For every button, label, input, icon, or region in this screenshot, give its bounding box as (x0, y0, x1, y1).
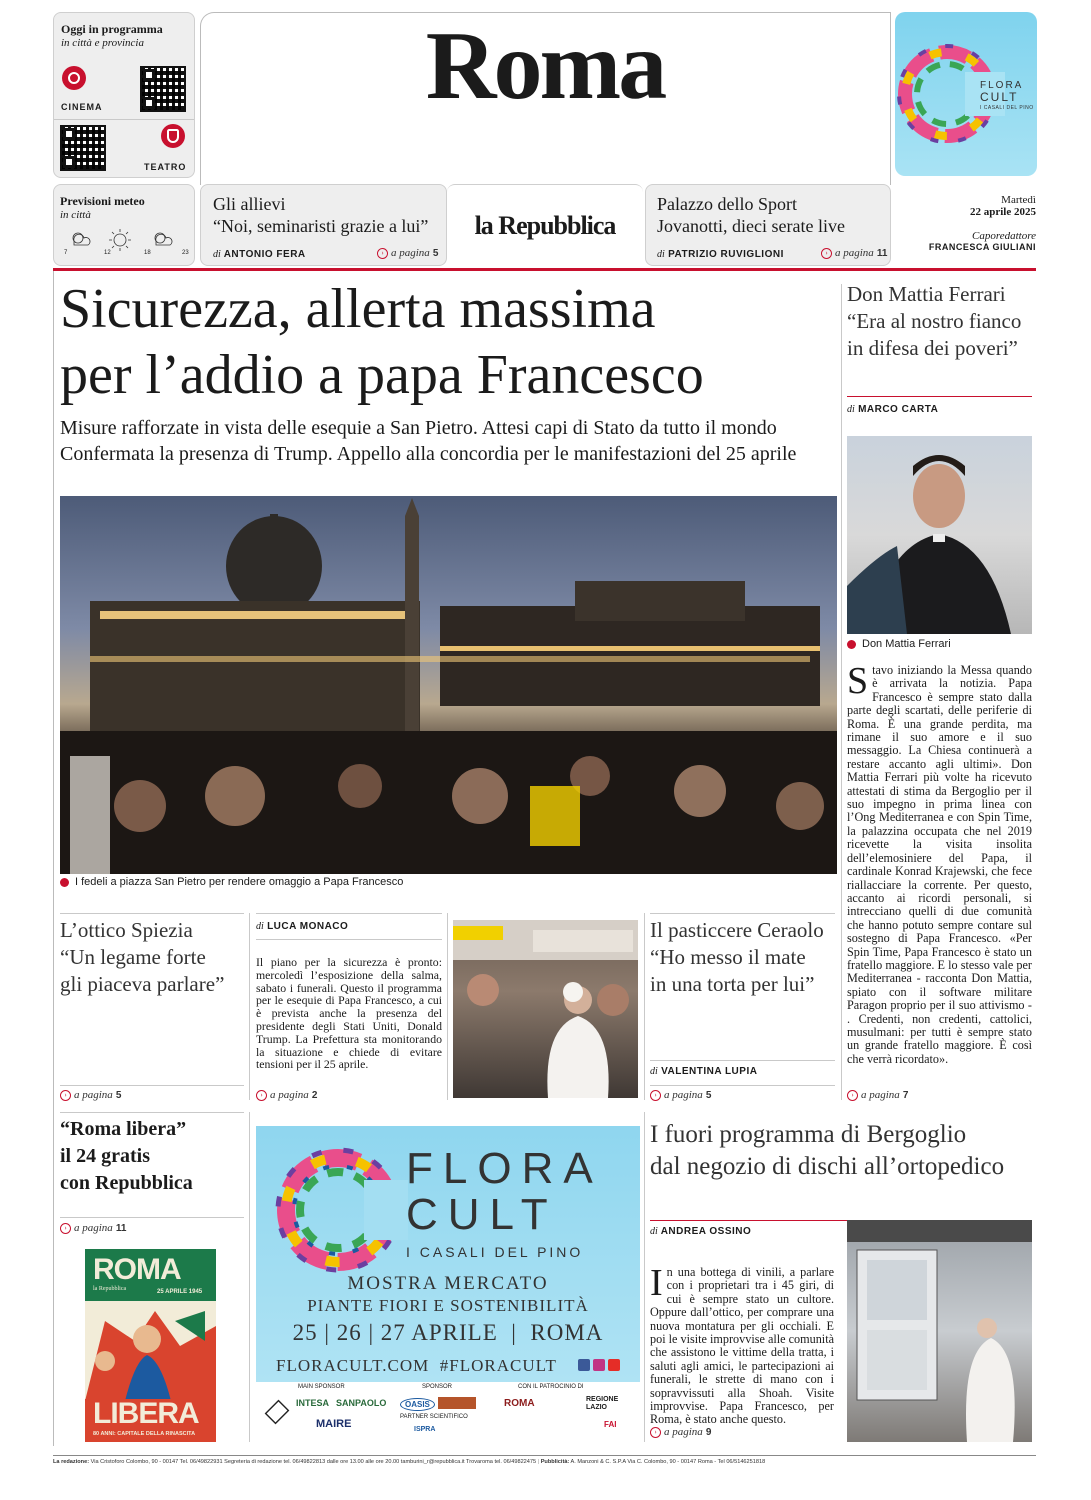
pope-optician-photo[interactable] (453, 920, 638, 1098)
mid-right-page-link[interactable]: › a pagina 5 (650, 1089, 711, 1101)
mid-left-title[interactable]: L’ottico Spiezia (60, 918, 193, 942)
ad-social-icons[interactable] (578, 1359, 620, 1371)
right-col-byline: di MARCO CARTA (847, 404, 939, 415)
bottom-divider-2 (644, 1112, 645, 1442)
mid-center-body: Il piano per la sicurezza è pronto: mercoledì l’esposizione della salma, sabato i funerali. Questo il programma per le esequie di Papa Francesco, a cui è prevista anche la presenza del presidente degli Stati Uniti, Donald Trump. La Prefettura sta monitorando la situazione e chiede di evitare tensioni per il 25 aprile. (256, 955, 442, 1072)
mid-divider-3 (644, 913, 645, 1100)
partly-cloudy-icon (155, 233, 172, 245)
date-date: 22 aprile 2025 (970, 206, 1036, 218)
portrait-illustration (847, 436, 1032, 634)
ad-patrocinio-label: CON IL PATROCINIO DI (518, 1384, 584, 1390)
masthead-title[interactable]: Roma (425, 12, 665, 120)
meteo-hour-2: 12 (104, 250, 111, 256)
sun-icon (109, 229, 131, 251)
poster-sub: la Repubblica (93, 1286, 127, 1292)
top-ad-floracult[interactable] (895, 12, 1037, 176)
lead-subtitle-1: Misure rafforzate in vista delle esequie a San Pietro. Attesi capi di Stato da tutto il mondo (60, 417, 777, 439)
teaser-right-page-link[interactable]: › a pagina 11 (821, 247, 887, 259)
floracult-ad[interactable] (256, 1126, 640, 1442)
lead-photo-caption: I fedeli a piazza San Pietro per rendere omaggio a Papa Francesco (60, 876, 403, 888)
poster-date: 25 APRILE 1945 (157, 1289, 203, 1295)
roma-libera-rule (60, 1217, 244, 1218)
ad-logo-intesa: INTESA (296, 1398, 330, 1408)
mid-divider-1 (249, 913, 250, 1100)
st-peter-square-illustration (60, 496, 837, 874)
teaser-right-title: Palazzo dello Sport (657, 194, 797, 214)
renault-logo-icon (265, 1400, 290, 1425)
cinema-qr-code[interactable] (140, 66, 186, 112)
ad-line3: 25 | 26 | 27 APRILE | ROMA (292, 1320, 604, 1345)
ad-casali: I CASALI DEL PINO (406, 1244, 584, 1260)
teaser-left-byline: di ANTONIO FERA (213, 249, 306, 260)
teaser-right-byline: di PATRIZIO RUVIGLIONI (657, 249, 784, 260)
meteo-icons (64, 225, 190, 259)
bergoglio-body: In una bottega di vinili, a parlare con i proprietari tra i 45 giri, di cui è sempre stato un cultore. Oppure dall’ottico, per comprare una nuova montatura per gli occhiali. E poi le visite improvvise alle comunità che assistono le vittime della tratta, i saluti agli amici, le partecipazioni ai funerali, le strette di mano con i sopravvissuti alla Shoah. Visite improvvise. Papa Francesco, per Roma, è stato anche questo. (650, 1262, 834, 1427)
cinema-icon[interactable] (62, 66, 86, 90)
lead-headline-2[interactable]: per l’addio a papa Francesco (60, 344, 704, 406)
floracult-ad-logo-icon (268, 1140, 408, 1280)
mid-left-quote-1[interactable]: “Un legame forte (60, 945, 206, 969)
poster-bottom-title: LIBERA (93, 1397, 199, 1430)
youtube-icon[interactable] (608, 1359, 620, 1371)
ad-partner-label: PARTNER SCIENTIFICO (400, 1414, 468, 1420)
ad-logo-fai: FAI (604, 1420, 617, 1429)
don-mattia-photo[interactable] (847, 436, 1032, 634)
mid-center-rule (256, 939, 442, 940)
roma-libera-title-3[interactable]: con Repubblica (60, 1172, 193, 1194)
right-col-page-link[interactable]: › a pagina 7 (847, 1089, 908, 1101)
ad-logo-ispra: ISPRA (414, 1426, 436, 1433)
ad-flora: FLORA (406, 1144, 603, 1193)
poster-tag: 80 ANNI: CAPITALE DELLA RINASCITA (93, 1431, 196, 1437)
right-col-rule (847, 396, 1032, 397)
programma-divider (54, 119, 194, 120)
top-ad-line2: CULT (980, 90, 1019, 104)
bergoglio-byline: di ANDREA OSSINO (650, 1226, 752, 1237)
roma-libera-title-1[interactable]: “Roma libera” (60, 1118, 187, 1140)
pope-shop-photo[interactable] (847, 1220, 1032, 1442)
right-column-divider (841, 284, 842, 1100)
footer-text-redazione: Via Cristoforo Colombo, 90 - 00147 Tel. 06/49822931 Segreteria di redazione tel. 06/49822813 dalle ore 13.00 alle ore 20.00 tamburini_r@repubblica.it Trovaroma tel. 06/49822475 (90, 1459, 537, 1465)
ad-logo-sponsor-2 (438, 1397, 476, 1409)
ad-sponsor-strip (256, 1382, 640, 1442)
ad-cult: CULT (406, 1190, 558, 1239)
bottom-divider-1 (249, 1112, 250, 1442)
meteo-hour-4: 23 (182, 250, 189, 256)
ad-sponsor-label: SPONSOR (422, 1384, 453, 1390)
ad-logo-roma: ROMA (504, 1398, 535, 1409)
facebook-icon[interactable] (578, 1359, 590, 1371)
roma-libera-poster[interactable] (85, 1249, 216, 1442)
right-col-quote-1[interactable]: “Era al nostro fianco (847, 309, 1022, 333)
footer: La redazione: Via Cristoforo Colombo, 90 - 00147 Tel. 06/49822931 Segreteria di redazione tel. 06/49822813 dalle ore 13.00 alle ore 20.00 tamburini_r@repubblica.it Trovaroma tel. 06/49822475 | Pubblicità: A. Manzoni & C. S.P.A Via C. Colombo, 90 - 00147 Roma - Tel 06/5146251818 (53, 1459, 766, 1465)
mid-right-title[interactable]: Il pasticcere Ceraolo (650, 918, 824, 942)
brand-logo[interactable]: la Repubblica (474, 211, 616, 240)
brand-box (447, 184, 643, 265)
ad-line4: FLORACULT.COM #FLORACULT (276, 1356, 557, 1375)
caption-bullet-icon (60, 878, 69, 887)
mid-right-rule (650, 1060, 835, 1061)
mid-right-top-rule (650, 913, 835, 914)
meteo-hour-3: 18 (144, 250, 151, 256)
poster-illustration (85, 1301, 216, 1401)
ad-logo-maire: MAIRE (316, 1418, 352, 1430)
mid-right-quote-2[interactable]: in una torta per lui” (650, 972, 815, 996)
poster-top-title: ROMA (93, 1253, 181, 1286)
left-frame-line (53, 271, 54, 1446)
meteo-hour-1: 7 (64, 250, 68, 256)
ad-line2: PIANTE FIORI E SOSTENIBILITÀ (307, 1296, 589, 1315)
roma-libera-title-2[interactable]: il 24 gratis (60, 1145, 150, 1167)
footer-label-redazione: La redazione: (53, 1459, 90, 1465)
lead-photo[interactable] (60, 496, 837, 874)
meteo-subtitle: in città (60, 209, 91, 221)
meteo-title: Previsioni meteo (60, 194, 145, 208)
right-col-body: Stavo iniziando la Messa quando è arrivata la notizia. Papa Francesco è sempre stato dalla parte degli scartati, delle periferie di Roma. È una grande perdita, ma rimane il suo amore e il suo messaggio. La Chiesa continuerà a restare accanto agli ultimi». Don Mattia Ferrari più volte ha ricevuto attestati di stima da Bergoglio per il suo impegno in prima linea con l’Ong Mediterranea e con Spin Time, la palazzina occupata che nel 2019 ricevette la visita insolita dell’elemosiniere del Papa, il cardinale Konrad Krajewski, che fece riallacciare la corrente. Per questo, accanto ai ricordi personali, si intrecciano quelli di due comunità che hanno potuto sempre contare sul sostegno di Papa Francesco. «Per Spin Time, Papa Francesco è stato un fratello maggiore. E lo stesso vale per Mediterranea - racconta Don Mattia, spiato con il software militare Paragon proprio per il suo attivismo - . Credenti, non credenti, cattolici, musulmani: per tutti è sempre stato un grande fratello maggiore. È così che verrà ricordato». (847, 660, 1032, 1066)
date-day: Martedì (1001, 194, 1036, 206)
cinema-label[interactable]: CINEMA (61, 102, 103, 112)
top-ad-line3: I CASALI DEL PINO (980, 105, 1034, 111)
ad-logo-regione: REGIONE LAZIO (586, 1396, 619, 1411)
ad-logo-oasis: OASIS (400, 1398, 435, 1411)
mid-center-top-rule (256, 913, 442, 914)
caption-bullet-icon (847, 640, 856, 649)
programma-title: Oggi in programma (61, 22, 163, 36)
header-rule (53, 268, 1036, 271)
date-box (892, 184, 1036, 264)
ad-main-sponsor-label: MAIN SPONSOR (298, 1384, 345, 1390)
date-role: Caporedattore (972, 230, 1036, 242)
programma-box (53, 12, 195, 178)
don-mattia-caption: Don Mattia Ferrari (847, 638, 951, 650)
right-col-quote-2[interactable]: in difesa dei poveri” (847, 336, 1018, 360)
lead-subtitle-2: Confermata la presenza di Trump. Appello alla concordia per le manifestazioni del 25 aprile (60, 443, 797, 465)
programma-subtitle: in città e provincia (61, 37, 144, 49)
shop-window-illustration (847, 1220, 1032, 1442)
footer-rule (53, 1455, 1036, 1456)
bergoglio-title-1[interactable]: I fuori programma di Bergoglio (650, 1121, 967, 1148)
lead-headline-1[interactable]: Sicurezza, allerta massima (60, 278, 656, 340)
mid-right-quote-1[interactable]: “Ho messo il mate (650, 945, 806, 969)
teaser-left-title: Gli allievi (213, 194, 286, 214)
teatro-icon[interactable] (161, 124, 185, 148)
mid-left-bottom-rule (60, 1085, 244, 1086)
mid-right-bottom-rule (650, 1085, 835, 1086)
teaser-right-box[interactable] (645, 184, 891, 266)
meteo-box (53, 184, 195, 266)
instagram-icon[interactable] (593, 1359, 605, 1371)
bergoglio-title-2[interactable]: dal negozio di dischi all’ortopedico (650, 1153, 1005, 1180)
right-col-title[interactable]: Don Mattia Ferrari (847, 282, 1006, 306)
partly-cloudy-icon (73, 233, 90, 245)
footer-label-pubblicita: Pubblicità: (540, 1459, 570, 1465)
teaser-left-quote: “Noi, seminaristi grazie a lui” (213, 216, 429, 236)
roma-libera-page-link[interactable]: › a pagina 11 (60, 1222, 126, 1234)
bergoglio-page-link[interactable]: › a pagina 9 (650, 1426, 711, 1438)
date-editor: FRANCESCA GIULIANI (928, 242, 1036, 252)
teatro-qr-code[interactable] (60, 125, 106, 171)
pope-crowd-illustration (453, 920, 638, 1098)
ad-logo-sanpaolo: SANPAOLO (336, 1398, 387, 1408)
teaser-right-quote: Jovanotti, dieci serate live (657, 216, 845, 236)
ad-line1: MOSTRA MERCATO (347, 1273, 549, 1294)
mid-left-page-link[interactable]: › a pagina 5 (60, 1089, 121, 1101)
mid-right-byline: di VALENTINA LUPIA (650, 1066, 758, 1077)
mid-center-byline: di LUCA MONACO (256, 921, 349, 932)
teaser-left-box[interactable] (200, 184, 447, 266)
roma-libera-top-rule (60, 1112, 244, 1113)
teatro-label[interactable]: TEATRO (144, 162, 187, 172)
mid-center-page-link[interactable]: › a pagina 2 (256, 1089, 317, 1101)
mid-left-top-rule (60, 913, 244, 914)
mid-left-quote-2[interactable]: gli piaceva parlare” (60, 972, 225, 996)
footer-text-pubblicita: A. Manzoni & C. S.P.A Via C. Colombo, 90 - 00147 Roma - Tel 06/5146251818 (570, 1459, 766, 1465)
top-ad-line1: FLORA (980, 80, 1024, 91)
mid-divider-2 (447, 913, 448, 1100)
teaser-left-page-link[interactable]: › a pagina 5 (377, 247, 438, 259)
